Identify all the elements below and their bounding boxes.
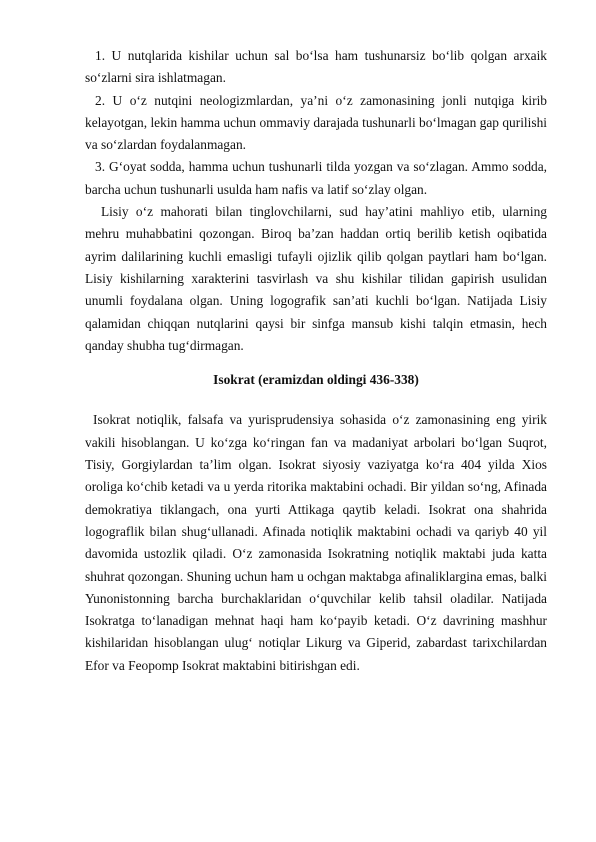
list-item-3: 3. G‘oyat sodda, hamma uchun tushunarli tilda yozgan va so‘zlagan. Ammo sodda, barcha uchun tushunarli usulda ham nafis va latif so‘zlay olgan. [85,159,547,197]
isokrat-paragraph: Isokrat notiqlik, falsafa va yurisprudensiya sohasida o‘z zamonasining eng yirik vakili hisoblangan. U ko‘zga ko‘ringan fan va madaniyat arbolari bo‘lgan Suqrot, Tisiy, Gorgiylardan ta’lim olgan. Isokrat siyosiy vaziyatga ko‘ra 404 yilda Xios oroliga ko‘chib ketadi va u yerda ritorika maktabini ochadi. Bir yildan so‘ng, Afinada demokratiya tiklangach, ona yurti Attikaga qaytib keladi. Isokrat ona shahrida logograflik bilan shug‘ullanadi. Afinada notiqlik maktabini ochadi va qariyb 40 yil davomida ustozlik qiladi. O‘z zamonasida Isokratning notiqlik maktabi juda katta shuhrat qozongan. Shuning uchun ham u ochgan maktabga afinaliklargina emas, balki Yunonistonning barcha burchaklaridan o‘quvchilar kelib tahsil oladilar. Natijada Isokratga to‘lanadigan mehnat haqi ham ko‘payib ketadi. O‘z davrining mashhur kishilaridan hisoblangan ulug‘ notiqlar Likurg va Giperid, zabardast tarixchilardan Efor va Feopomp Isokrat maktabini bitirishgan edi. [85,412,547,673]
list-item-2: 2. U o‘z nutqini neologizmlardan, ya’ni o‘z zamonasining jonli nutqiga kirib kelayotgan, lekin hamma uchun ommaviy darajada tushunarli bo‘lmagan gap qurilishi va so‘zlardan foydalanmagan. [85,92,547,153]
lisiy-paragraph: Lisiy o‘z mahorati bilan tinglovchilarni, sud hay’atini mahliyo etib, ularning mehru muhabbatini qozongan. Biroq ba’zan haddan ortiq berilib ketish oqibatida ayrim dalilarining kuchli emasligi tufayli ojizlik qilib qolgan paytlari ham bo‘lgan. Lisiy kishilarning xarakterini tasvirlash va shu kishilar tilidan gapirish usulidan unumli foydalana olgan. Uning logografik san’ati kuchli bo‘lgan. Natijada Lisiy qalamidan chiqqan nutqlarini qaysi bir sinfga mansub kishi talqin etmasin, hech qanday shubha tug‘dirmagan. [85,204,547,353]
document-page [85,45,547,677]
list-item-1: 1. U nutqlarida kishilar uchun sal bo‘lsa ham tushunarsiz bo‘lib qolgan arxaik so‘zlarni sira ishlatmagan. [85,48,547,86]
section-heading: Isokrat (eramizdan oldingi 436-338) [213,372,419,388]
